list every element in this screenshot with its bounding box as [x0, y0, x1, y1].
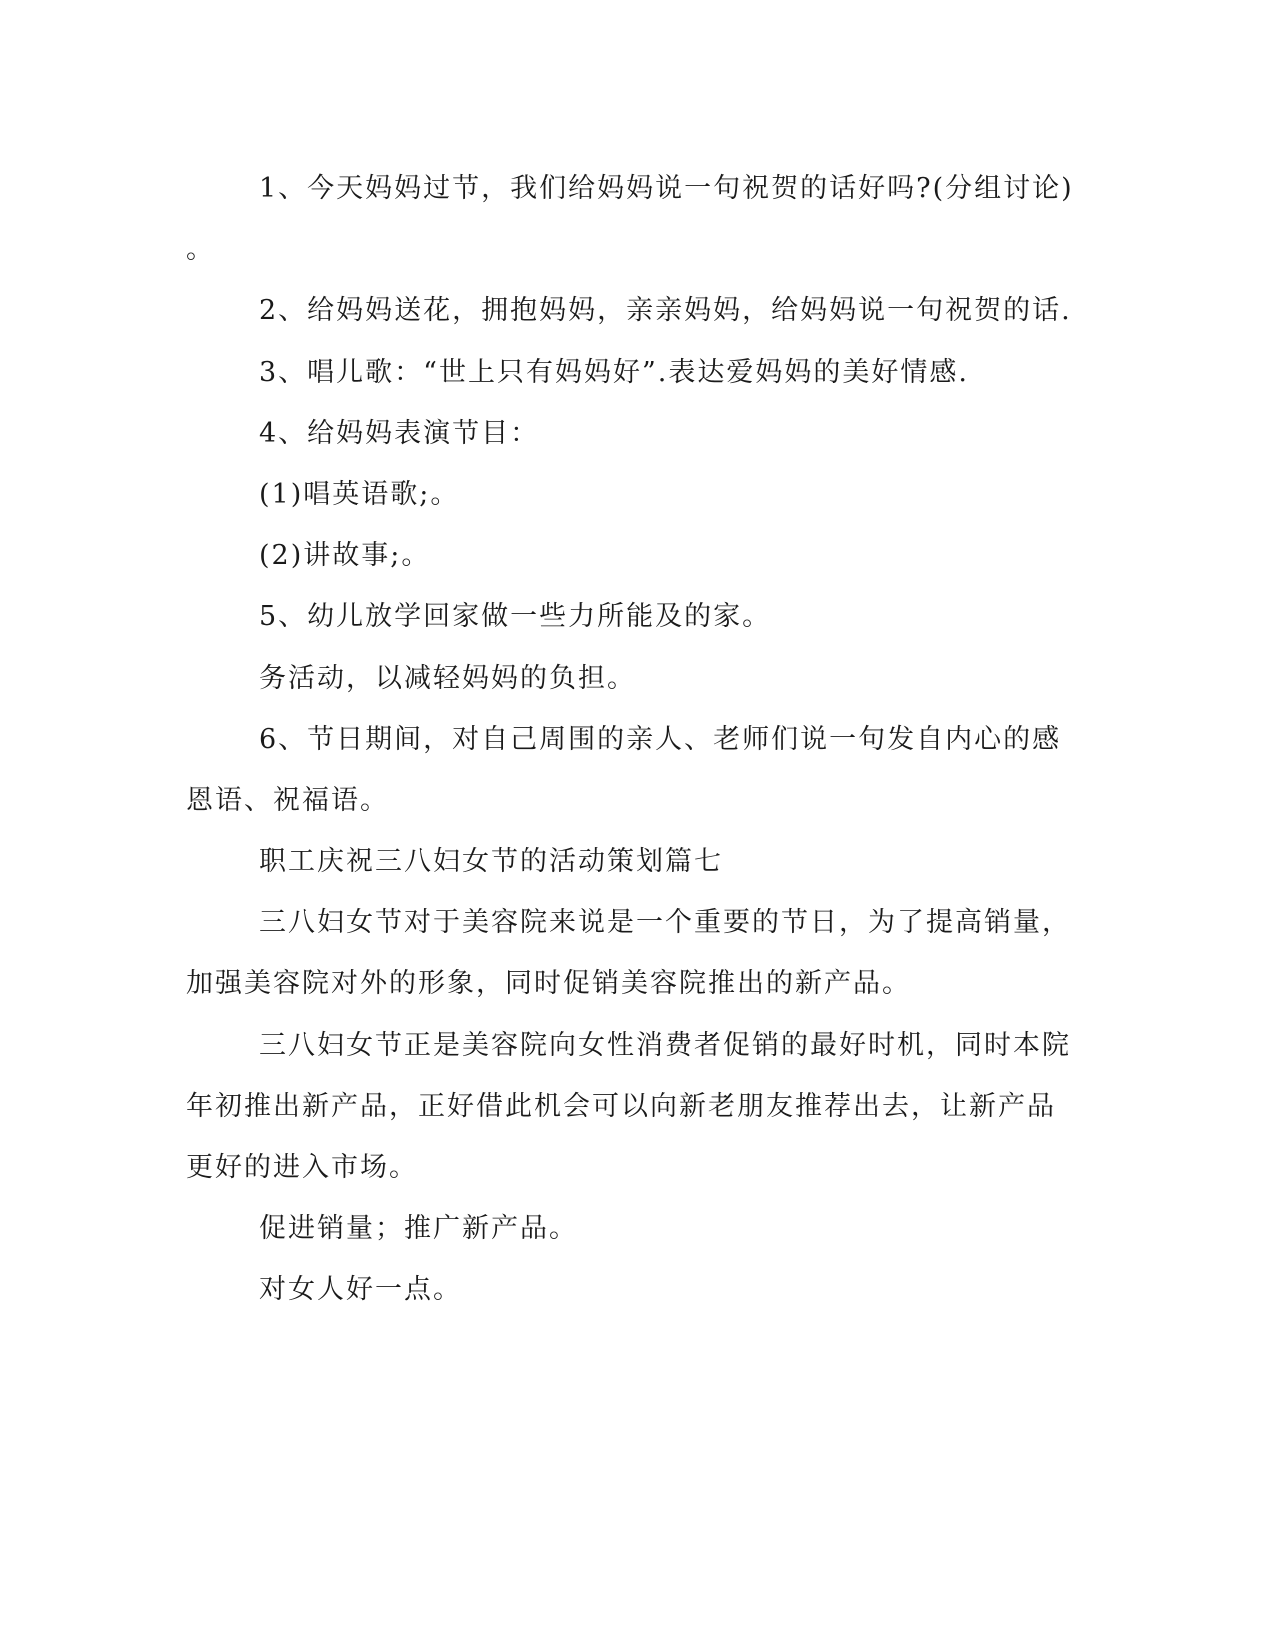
- section-heading: 职工庆祝三八妇女节的活动策划篇七: [259, 846, 723, 878]
- list-item-6: 6、节日期间，对自己周围的亲人、老师们说一句发自内心的感: [259, 723, 1062, 755]
- paragraph-2-line-1: 三八妇女节正是美容院向女性消费者促销的最好时机，同时本院: [259, 1029, 1071, 1061]
- paragraph-2-line-2: 年初推出新产品，正好借此机会可以向新老朋友推荐出去，让新产品: [186, 1090, 1056, 1122]
- paragraph-3: 促进销量；推广新产品。: [259, 1213, 578, 1245]
- paragraph-4: 对女人好一点。: [259, 1274, 462, 1306]
- list-item-1-continuation: 。: [186, 234, 215, 266]
- sub-item-1: (1)唱英语歌;。: [259, 478, 460, 510]
- list-item-4: 4、给妈妈表演节目：: [259, 417, 540, 449]
- list-item-5-continuation: 务活动，以减轻妈妈的负担。: [259, 662, 636, 694]
- paragraph-1-line-2: 加强美容院对外的形象，同时促销美容院推出的新产品。: [186, 968, 911, 1000]
- list-item-5: 5、幼儿放学回家做一些力所能及的家。: [259, 601, 772, 633]
- list-item-3: 3、唱儿歌：“世上只有妈妈好”.表达爱妈妈的美好情感.: [259, 356, 969, 388]
- sub-item-2: (2)讲故事;。: [259, 540, 431, 572]
- list-item-6-continuation: 恩语、祝福语。: [186, 784, 389, 816]
- paragraph-1-line-1: 三八妇女节对于美容院来说是一个重要的节日，为了提高销量，: [259, 907, 1071, 939]
- paragraph-2-line-3: 更好的进入市场。: [186, 1152, 418, 1183]
- list-item-2: 2、给妈妈送花，拥抱妈妈，亲亲妈妈，给妈妈说一句祝贺的话.: [259, 295, 1072, 327]
- list-item-1: 1、今天妈妈过节，我们给妈妈说一句祝贺的话好吗?(分组讨论): [259, 173, 1074, 204]
- document-body: [186, 158, 1074, 1321]
